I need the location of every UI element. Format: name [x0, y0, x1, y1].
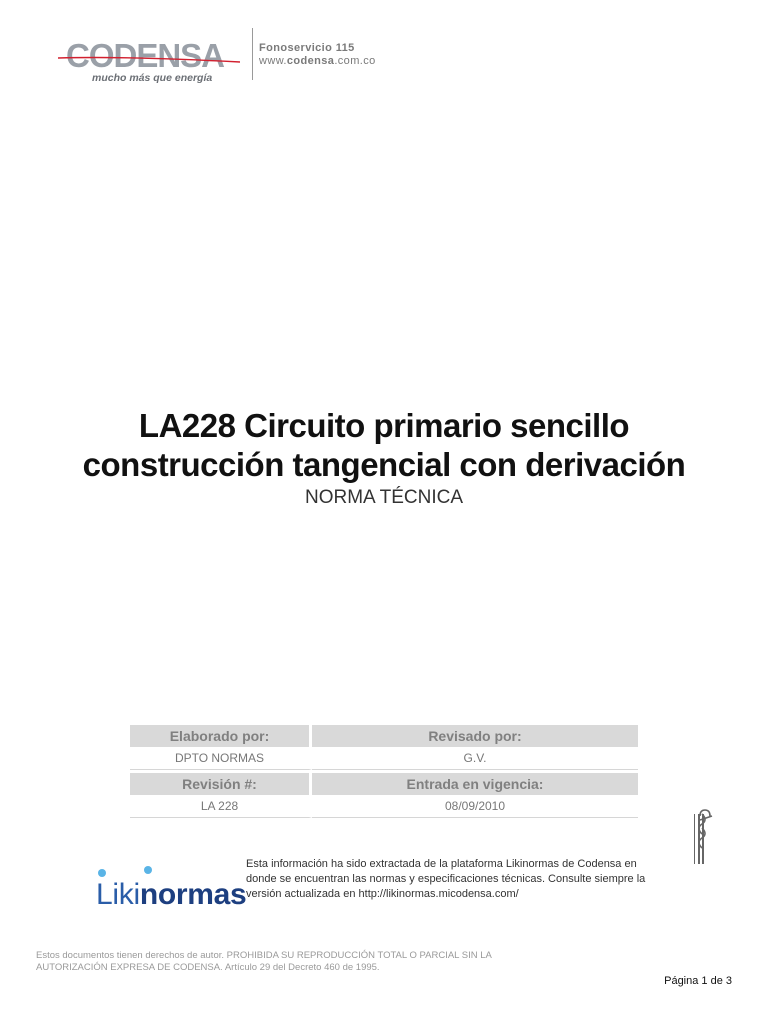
vigencia-label: Entrada en vigencia: — [312, 773, 638, 795]
likinormas-logo — [96, 862, 247, 911]
ssp-seal-icon — [690, 752, 724, 872]
document-info-table — [130, 725, 638, 818]
table-header-row — [130, 773, 638, 795]
table-header-row — [130, 725, 638, 747]
logo-tagline: mucho más que energía — [92, 72, 213, 84]
revisado-value: G.V. — [312, 747, 638, 770]
document-title-line-1: LA228 Circuito primario sencillo — [138, 407, 630, 444]
elaborado-label: Elaborado por: — [130, 725, 312, 747]
table-row — [130, 747, 638, 770]
web-suffix: .com.co — [334, 55, 376, 67]
revision-label: Revisión #: — [130, 773, 312, 795]
revision-value: LA 228 — [130, 795, 312, 818]
table-row — [130, 795, 638, 818]
codensa-logo — [58, 36, 240, 86]
title-block — [0, 406, 768, 510]
elaborado-value: DPTO NORMAS — [130, 747, 312, 770]
phone-line: Fonoservicio 115 — [259, 42, 355, 54]
header-divider — [252, 28, 253, 80]
page-number: Página 1 de 3 — [664, 975, 732, 987]
vigencia-value: 08/09/2010 — [312, 795, 638, 818]
copyright-notice: Estos documentos tienen derechos de autor. PROHIBIDA SU REPRODUCCIÓN TOTAL O PARCIAL SIN LA AUTORIZACIÓN EXPRESA DE CODENSA. Artículo 29 del Decreto 460 de 1995. — [36, 950, 492, 973]
revisado-label: Revisado por: — [312, 725, 638, 747]
document-title-line-2: construcción tangencial con derivación — [82, 446, 686, 483]
likinormas-info-text: Esta información ha sido extractada de la plataforma Likinormas de Codensa en donde se encuentran las normas y especificaciones técnicas. Consulte siempre la versión actualizada en http://likinormas.micodensa.com/ — [246, 858, 646, 900]
document-subtitle: NORMA TÉCNICA — [304, 487, 463, 508]
logo-name: CODENSA — [66, 37, 225, 74]
web-prefix: www. — [259, 55, 287, 67]
web-brand: codensa — [286, 55, 335, 67]
likinormas-logo-part-1: Liki — [96, 878, 140, 911]
likinormas-logo-part-2: normas — [139, 878, 247, 911]
website-link[interactable] — [259, 55, 376, 67]
